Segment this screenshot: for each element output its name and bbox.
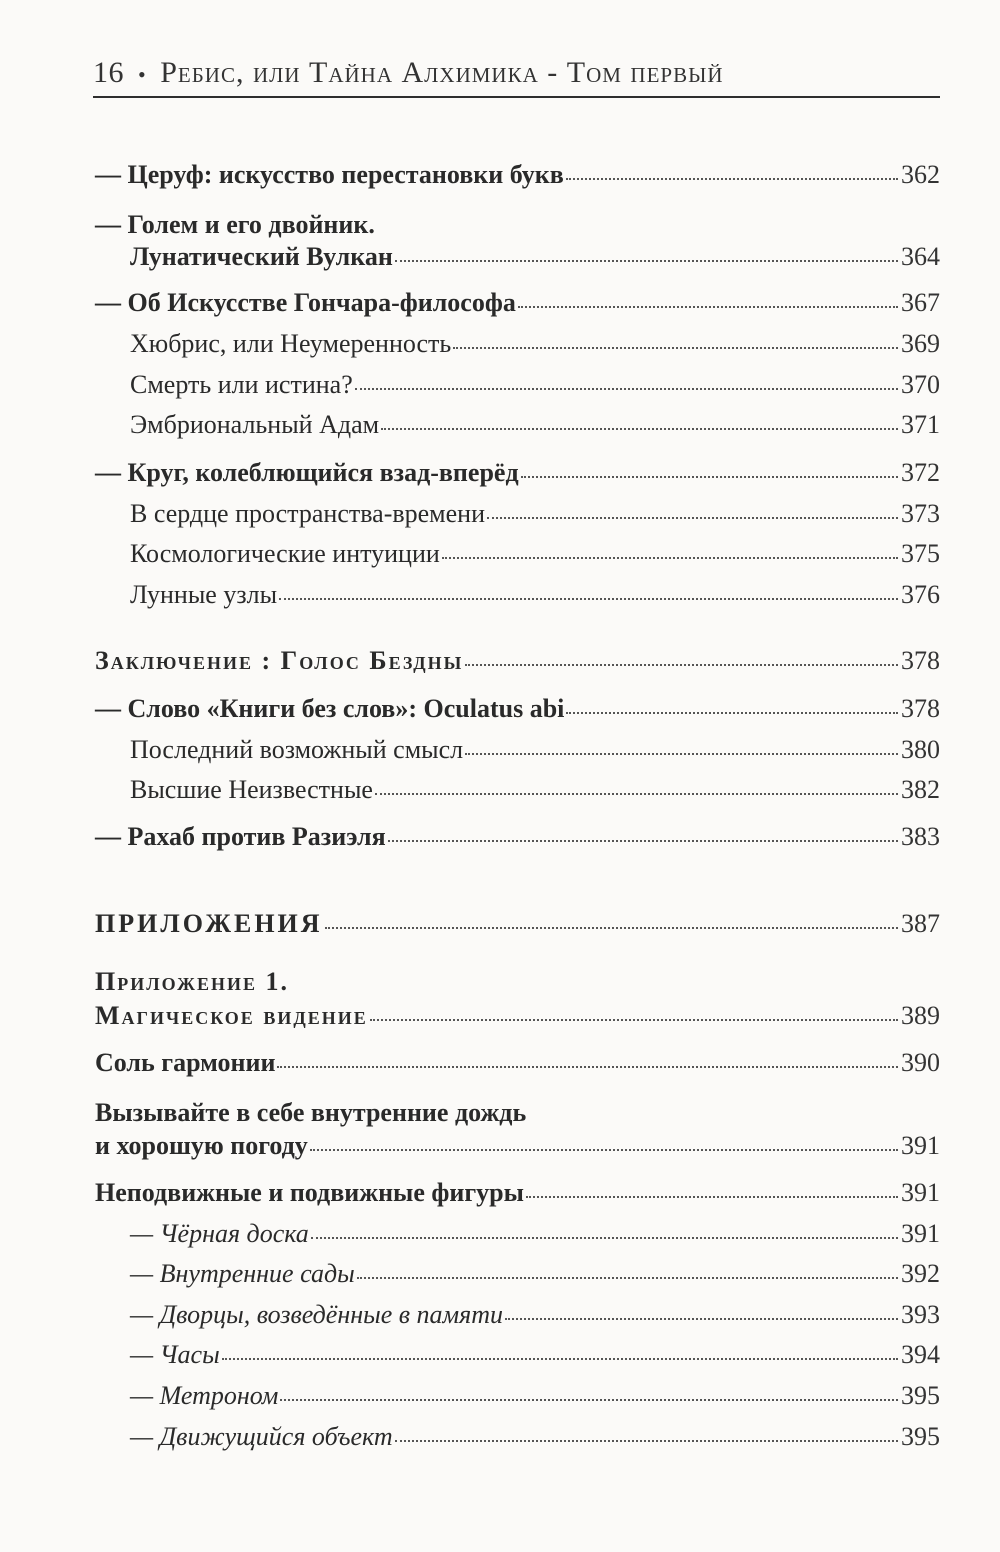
- toc-entry[interactable]: — Часы 394: [130, 1340, 940, 1369]
- page-ref: 391: [901, 1131, 940, 1160]
- toc-entry[interactable]: — Чёрная доска 391: [130, 1219, 940, 1248]
- page-ref: 376: [901, 580, 940, 609]
- page-ref: 372: [901, 458, 940, 487]
- leader-dots: [357, 1277, 898, 1279]
- leader-dots: [375, 793, 898, 795]
- page-ref: 371: [901, 410, 940, 439]
- page-ref: 392: [901, 1259, 940, 1288]
- leader-dots: [325, 927, 898, 929]
- leader-dots: [395, 1440, 898, 1442]
- page-ref: 383: [901, 822, 940, 851]
- leader-dots: [566, 178, 898, 180]
- header-bullet: •: [138, 62, 147, 87]
- toc-entry-first-line: Вызывайте в себе внутренние дождь: [95, 1098, 527, 1127]
- toc-section-heading[interactable]: ПРИЛОЖЕНИЯ 387: [95, 909, 940, 938]
- toc-entry[interactable]: Космологические интуиции 375: [130, 539, 940, 568]
- page-ref: 382: [901, 775, 940, 804]
- leader-dots: [310, 1149, 898, 1151]
- toc-entry[interactable]: — Рахаб против Разиэля 383: [95, 822, 940, 851]
- leader-dots: [395, 260, 898, 262]
- leader-dots: [355, 388, 898, 390]
- toc-entry[interactable]: Неподвижные и подвижные фигуры 391: [95, 1178, 940, 1207]
- leader-dots: [526, 1196, 898, 1198]
- leader-dots: [311, 1237, 898, 1239]
- toc-entry[interactable]: Смерть или истина? 370: [130, 370, 940, 399]
- leader-dots: [518, 306, 898, 308]
- toc-entry[interactable]: Хюбрис, или Неумеренность 369: [130, 329, 940, 358]
- page-ref: 373: [901, 499, 940, 528]
- toc-entry[interactable]: и хорошую погоду 391: [95, 1131, 940, 1160]
- page-ref: 369: [901, 329, 940, 358]
- page-ref: 364: [901, 242, 940, 271]
- leader-dots: [279, 598, 898, 600]
- book-title: Ребис, или Тайна Алхимика - Том первый: [160, 56, 724, 89]
- page-ref: 387: [901, 909, 940, 938]
- page-ref: 378: [901, 646, 940, 675]
- page-ref: 393: [901, 1300, 940, 1329]
- leader-dots: [465, 753, 898, 755]
- toc-entry[interactable]: Высшие Неизвестные 382: [130, 775, 940, 804]
- page-ref: 395: [901, 1422, 940, 1451]
- leader-dots: [381, 428, 898, 430]
- toc-entry[interactable]: Эмбриональный Адам 371: [130, 410, 940, 439]
- page-ref: 389: [901, 1001, 940, 1030]
- leader-dots: [388, 840, 898, 842]
- page-ref: 390: [901, 1048, 940, 1077]
- leader-dots: [521, 476, 898, 478]
- toc-entry[interactable]: — Внутренние сады 392: [130, 1259, 940, 1288]
- toc-entry[interactable]: Лунные узлы 376: [130, 580, 940, 609]
- leader-dots: [280, 1399, 898, 1401]
- toc-entry[interactable]: — Дворцы, возведённые в памяти 393: [130, 1300, 940, 1329]
- page-ref: 378: [901, 694, 940, 723]
- page-ref: 394: [901, 1340, 940, 1369]
- page-number: 16: [93, 56, 124, 89]
- page-ref: 362: [901, 160, 940, 189]
- toc-entry[interactable]: — Движущийся объект 395: [130, 1422, 940, 1451]
- leader-dots: [566, 712, 898, 714]
- toc-entry[interactable]: Соль гармонии 390: [95, 1048, 940, 1077]
- toc-entry-first-line: Приложение 1.: [95, 967, 289, 996]
- leader-dots: [505, 1318, 898, 1320]
- leader-dots: [277, 1066, 898, 1068]
- page-ref: 370: [901, 370, 940, 399]
- toc-entry[interactable]: Магическое видение 389: [95, 1001, 940, 1030]
- toc-section-heading[interactable]: Заключение : Голос Бездны 378: [95, 646, 940, 675]
- page-ref: 380: [901, 735, 940, 764]
- leader-dots: [222, 1358, 898, 1360]
- toc-entry[interactable]: В сердце пространства-времени 373: [130, 499, 940, 528]
- page-ref: 391: [901, 1219, 940, 1248]
- leader-dots: [487, 517, 898, 519]
- toc-entry-first-line: — Голем и его двойник.: [95, 210, 375, 239]
- toc-entry[interactable]: Последний возможный смысл 380: [130, 735, 940, 764]
- page-ref: 375: [901, 539, 940, 568]
- page-ref: 367: [901, 288, 940, 317]
- page-ref: 395: [901, 1381, 940, 1410]
- toc-entry[interactable]: Лунатический Вулкан 364: [130, 242, 940, 271]
- leader-dots: [465, 664, 898, 666]
- toc-entry[interactable]: — Церуф: искусство перестановки букв 362: [95, 160, 940, 189]
- toc-entry[interactable]: — Слово «Книги без слов»: Oculatus abi 378: [95, 694, 940, 723]
- leader-dots: [370, 1019, 898, 1021]
- leader-dots: [442, 557, 898, 559]
- toc-entry[interactable]: — Метроном 395: [130, 1381, 940, 1410]
- page-ref: 391: [901, 1178, 940, 1207]
- toc-entry[interactable]: — Круг, колеблющийся взад-вперёд 372: [95, 458, 940, 487]
- leader-dots: [453, 347, 898, 349]
- toc-entry[interactable]: — Об Искусстве Гончара-философа 367: [95, 288, 940, 317]
